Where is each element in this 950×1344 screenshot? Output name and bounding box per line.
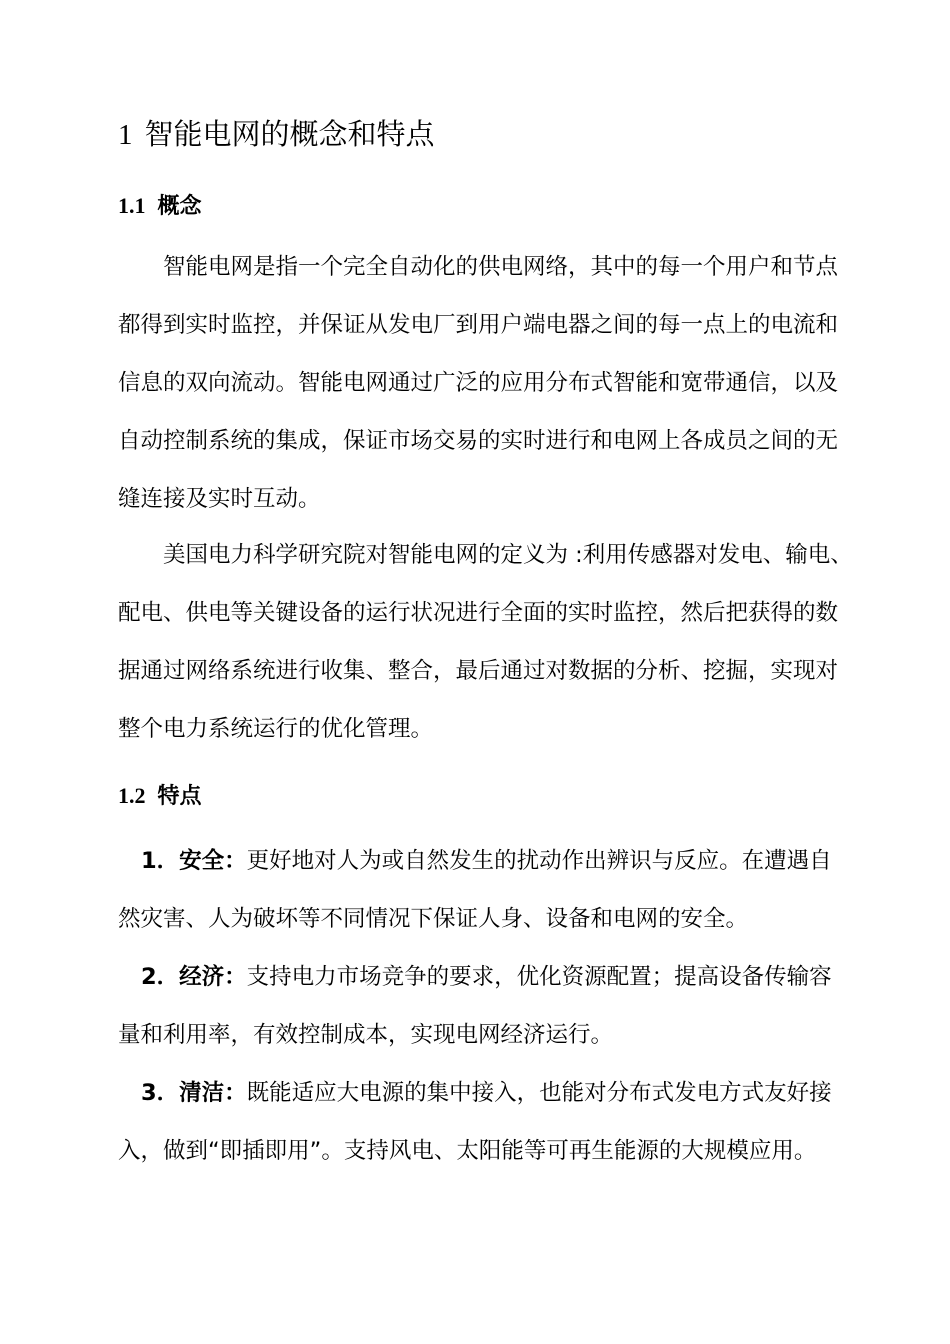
- section-title: 特点: [157, 784, 202, 809]
- section-heading-features: [118, 780, 202, 813]
- feature-item-economy: [118, 948, 838, 1064]
- paragraph-line: 据通过网络系统进行收集、整合，最后通过对数据的分析、挖掘，实现对: [118, 658, 839, 684]
- section-number: 1.1: [118, 193, 146, 218]
- feature-first-line: [118, 1064, 838, 1122]
- feature-lead: 1．安全：: [141, 848, 247, 874]
- chapter-heading: [118, 114, 435, 155]
- feature-item-safety: [118, 832, 838, 948]
- paragraph-line: 美国电力科学研究院对智能电网的定义为 :利用传感器对发电、输电、: [163, 542, 853, 568]
- section-number: 1.2: [118, 783, 146, 808]
- feature-text: 既能适应大电源的集中接入，也能对分布式发电方式友好接: [246, 1080, 832, 1106]
- paragraph-line: 信息的双向流动。智能电网通过广泛的应用分布式智能和宽带通信，以及: [118, 370, 839, 396]
- feature-text: 更好地对人为或自然发生的扰动作出辨识与反应。在遭遇自: [246, 848, 832, 874]
- chapter-number: 1: [118, 119, 133, 151]
- paragraph-line: 智能电网是指一个完全自动化的供电网络，其中的每一个用户和节点: [163, 254, 839, 280]
- paragraph-line: 然灾害、人为破坏等不同情况下保证人身、设备和电网的安全。: [118, 906, 749, 932]
- paragraph-line: 入，做到“即插即用”。支持风电、太阳能等可再生能源的大规模应用。: [118, 1138, 817, 1164]
- concept-paragraph-1: [118, 238, 838, 528]
- paragraph-line: 都得到实时监控，并保证从发电厂到用户端电器之间的每一点上的电流和: [118, 312, 839, 338]
- paragraph-line: 整个电力系统运行的优化管理。: [118, 716, 434, 742]
- section-heading-concept: [118, 190, 202, 223]
- feature-item-clean: [118, 1064, 838, 1180]
- feature-lead: 3．清洁：: [141, 1080, 247, 1106]
- section-title: 概念: [157, 194, 202, 219]
- feature-lead: 2．经济：: [141, 964, 247, 990]
- paragraph-line: 自动控制系统的集成，保证市场交易的实时进行和电网上各成员之间的无: [118, 428, 839, 454]
- paragraph-line: 配电、供电等关键设备的运行状况进行全面的实时监控，然后把获得的数: [118, 600, 839, 626]
- chapter-title: 智能电网的概念和特点: [144, 117, 435, 151]
- paragraph-line: 缝连接及实时互动。: [118, 486, 321, 512]
- feature-first-line: [118, 832, 838, 890]
- feature-first-line: [118, 948, 838, 1006]
- paragraph-line: 量和利用率，有效控制成本，实现电网经济运行。: [118, 1022, 614, 1048]
- concept-paragraph-2: [118, 526, 853, 758]
- feature-text: 支持电力市场竞争的要求，优化资源配置；提高设备传输容: [246, 964, 832, 990]
